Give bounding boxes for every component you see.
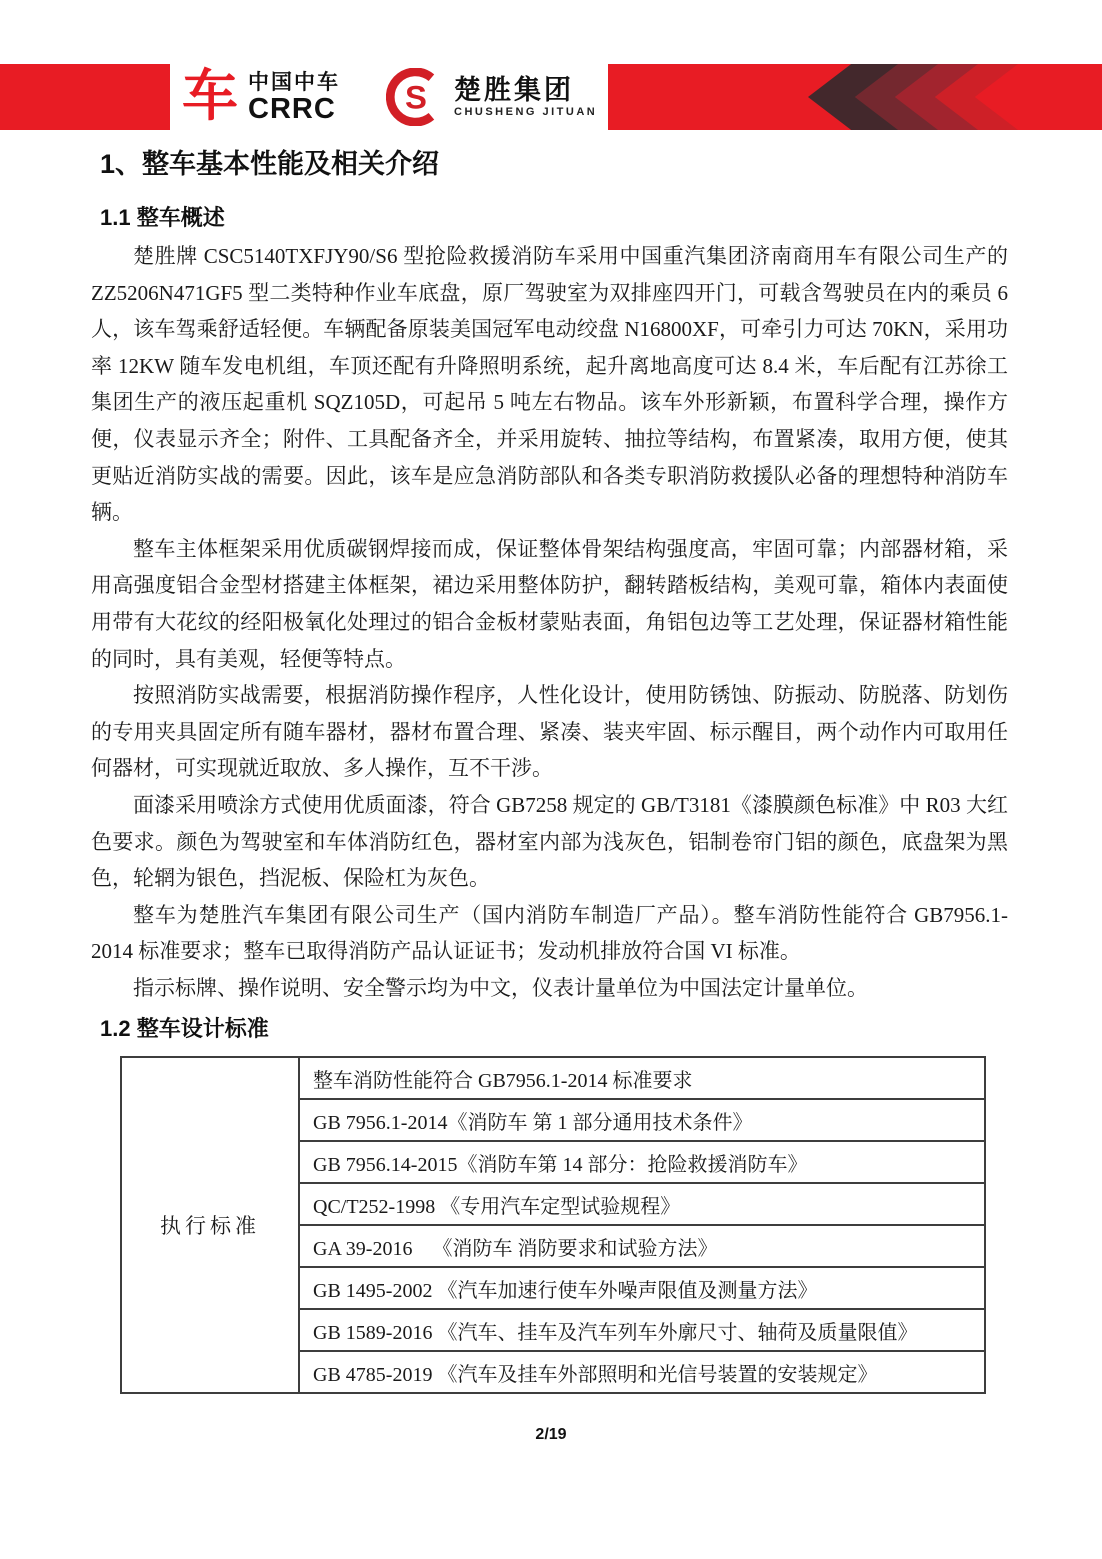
- table-cell: GB 4785-2019 《汽车及挂车外部照明和光信号装置的安装规定》: [299, 1351, 985, 1393]
- header-red-bar-left: [0, 64, 170, 130]
- section-title: 1、整车基本性能及相关介绍: [100, 149, 440, 179]
- svg-text:S: S: [405, 78, 427, 116]
- chusheng-logo: [386, 68, 597, 126]
- table-cell: GA 39-2016 《消防车 消防要求和试验方法》: [299, 1225, 985, 1267]
- page-number: 2/19: [535, 1426, 567, 1443]
- table-cell: GB 1495-2002 《汽车加速行使车外噪声限值及测量方法》: [299, 1267, 985, 1309]
- paragraph: 指示标牌、操作说明、安全警示均为中文，仪表计量单位为中国法定计量单位。: [133, 975, 868, 1000]
- chusheng-name-cn: 楚胜集团: [454, 75, 574, 105]
- chusheng-logo-text: [454, 75, 597, 119]
- header-red-bar-right: [608, 64, 1102, 130]
- crrc-name-en: CRRC: [248, 92, 336, 125]
- paragraph: 整车主体框架采用优质碳钢焊接而成，保证整体骨架结构强度高，牢固可靠；内部器材箱，采用高强度铝合金型材搭建主体框架，裙边采用整体防护，翻转踏板结构，美观可靠，箱体内表面使用带有大花纹的经阳极氧化处理过的铝合金板材蒙贴表面，角铝包边等工艺处理，保证器材箱性能的同时，具有美观，轻便等特点。: [91, 536, 1008, 671]
- table-cell: GB 1589-2016 《汽车、挂车及汽车列车外廓尺寸、轴荷及质量限值》: [299, 1309, 985, 1351]
- table-row-header: 执行标准: [121, 1057, 299, 1393]
- page-header: [0, 64, 1102, 130]
- paragraph: 整车为楚胜汽车集团有限公司生产（国内消防车制造厂产品）。整车消防性能符合 GB7956.1-2014 标准要求；整车已取得消防产品认证证书；发动机排放符合国 VI 标准。: [91, 902, 1008, 964]
- table-row: [121, 1057, 985, 1099]
- chusheng-emblem-icon: [386, 68, 444, 126]
- header-logos: [182, 64, 597, 130]
- paragraph: 面漆采用喷涂方式使用优质面漆，符合 GB7258 规定的 GB/T3181《漆膜颜色标准》中 R03 大红色要求。颜色为驾驶室和车体消防红色，器材室内部为浅灰色，铝制卷帘门铝的颜色，底盘架为黑色，轮辋为银色，挡泥板、保险杠为灰色。: [91, 792, 1008, 891]
- standards-table: [120, 1056, 986, 1394]
- overview-text: [91, 238, 1008, 1006]
- table-cell: QC/T252-1998 《专用汽车定型试验规程》: [299, 1183, 985, 1225]
- subsection-title-standards: 1.2 整车设计标准: [100, 1016, 269, 1041]
- subsection-title-overview: 1.1 整车概述: [100, 205, 225, 230]
- table-cell: GB 7956.1-2014《消防车 第 1 部分通用技术条件》: [299, 1099, 985, 1141]
- crrc-name-cn: 中国中车: [248, 70, 340, 94]
- crrc-logo: [182, 64, 340, 129]
- paragraph: 楚胜牌 CSC5140TXFJY90/S6 型抢险救援消防车采用中国重汽集团济南商用车有限公司生产的 ZZ5206N471GF5 型二类特种作业车底盘，原厂驾驶室为双排座四开门，可载含驾驶员在内的乘员 6 人，该车驾乘舒适轻便。车辆配备原装美国冠军电动绞盘 N16800XF，可牵引力可达 70KN，采用功率 12KW 随车发电机组，车顶还配有升降照明系统，起升离地高度可达 8.4 米，车后配有江苏徐工集团生产的液压起重机 SQZ105D，可起吊 5 吨左右物品。该车外形新颖，布置科学合理，操作方便，仪表显示齐全；附件、工具配备齐全，并采用旋转、抽拉等结构，布置紧凑，取用方便，使其更贴近消防实战的需要。因此，该车是应急消防部队和各类专职消防救援队必备的理想特种消防车辆。: [91, 244, 1008, 525]
- table-cell: 整车消防性能符合 GB7956.1-2014 标准要求: [299, 1057, 985, 1099]
- table-cell: GB 7956.14-2015《消防车第 14 部分：抢险救援消防车》: [299, 1141, 985, 1183]
- crrc-emblem-icon: 车: [182, 64, 238, 129]
- crrc-logo-text: [248, 71, 340, 124]
- chusheng-name-en: CHUSHENG JITUAN: [454, 106, 598, 118]
- paragraph: 按照消防实战需要，根据消防操作程序，人性化设计，使用防锈蚀、防振动、防脱落、防划伤的专用夹具固定所有随车器材，器材布置合理、紧凑、装夹牢固、标示醒目，两个动作内可取用任何器材，可实现就近取放、多人操作，互不干涉。: [91, 683, 1008, 781]
